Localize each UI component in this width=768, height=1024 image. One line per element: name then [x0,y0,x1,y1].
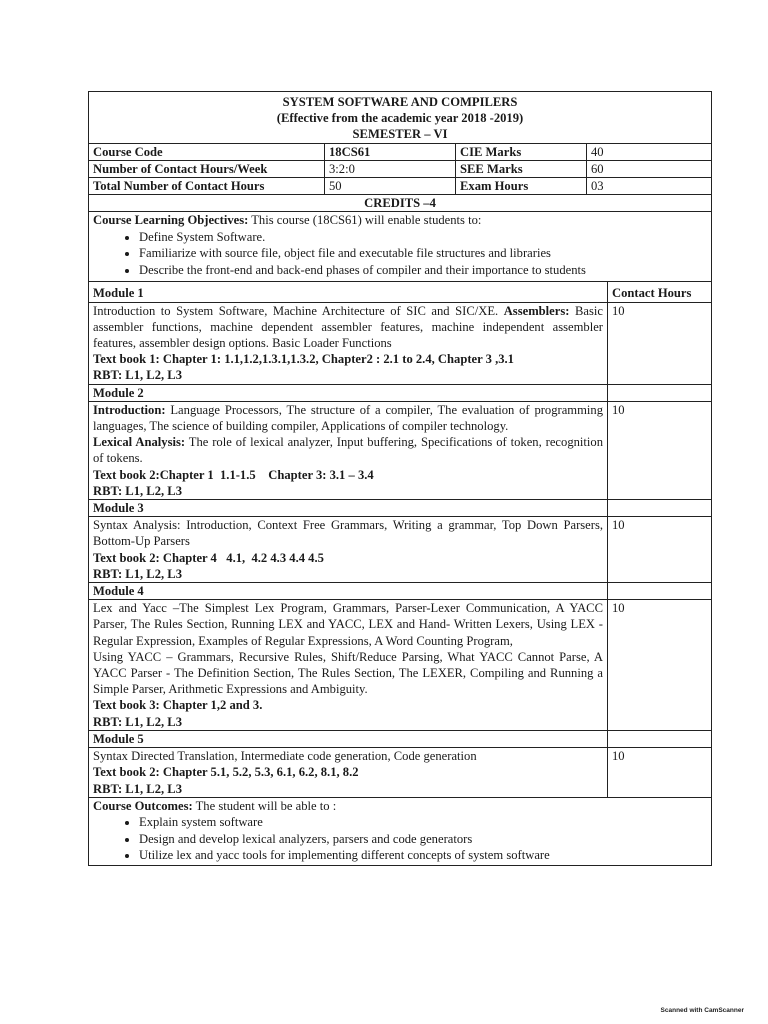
module-1-text-b: Basic assembler functions, machine dependent assembler features, machine independent assembler features, assembler design options. Basic Loader Functions [93,303,603,351]
cie-value: 40 [587,143,712,160]
outcomes-list [93,814,707,864]
syllabus-table [88,91,712,866]
see-label: SEE Marks [456,160,587,177]
module-5-description: Syntax Directed Translation, Intermediate code generation, Code generation [93,749,477,764]
cie-label: CIE Marks [456,143,587,160]
module-2-bold-a: Introduction: [93,402,166,417]
course-code-value: 18CS61 [325,143,456,160]
module-1-text-a: Introduction to System Software, Machine Architecture of SIC and SIC/XE. [93,303,504,318]
module-2-text-b: The role of lexical analyzer, Input buffering, Specifications of token, recognition of tokens. [93,435,603,466]
module-1-hours: 10 [608,302,712,384]
module-1-header-row [89,282,712,302]
semester: SEMESTER – VI [352,127,448,142]
outcomes-label: Course Outcomes: [93,798,193,813]
contact-week-label: Number of Contact Hours/Week [89,160,325,177]
module-3-row [89,517,712,583]
module-5-rbt: RBT: L1, L2, L3 [93,781,182,796]
total-hours-label: Total Number of Contact Hours [89,178,325,195]
module-2-header-row [89,384,712,401]
module-5-row [89,748,712,798]
module-2-title: Module 2 [89,384,608,401]
module-3-rbt: RBT: L1, L2, L3 [93,566,182,581]
module-2-lexical [93,434,603,466]
module-5-title: Module 5 [89,730,608,747]
module-1-bold-a: Assemblers: [503,303,570,318]
module-5-textbook: Text book 2: Chapter 5.1, 5.2, 5.3, 6.1, 6.2, 8.1, 8.2 [93,765,359,780]
module-2-row [89,401,712,499]
contact-week-value: 3:2:0 [325,160,456,177]
syllabus-sheet [88,91,711,866]
objectives-list [93,229,707,279]
credits-row [89,195,712,212]
module-3-title: Module 3 [89,500,608,517]
module-1-description [93,303,603,352]
list-item: • Design and develop lexical analyzers, parsers and code generators [139,831,707,848]
objectives-heading [93,212,707,228]
module-1-textbook: Text book 1: Chapter 1: 1.1,1.2,1.3.1,1.3.2, Chapter2 : 2.1 to 2.4, Chapter 3 ,3.1 [93,352,514,367]
scanner-watermark: Scanned with CamScanner [660,1007,744,1014]
total-hours-row [89,178,712,195]
module-2-hours-blank [608,384,712,401]
module-2-bold-b: Lexical Analysis: [93,435,186,450]
module-1-rbt: RBT: L1, L2, L3 [93,368,182,383]
total-hours-value: 50 [325,178,456,195]
list-item: • Explain system software [139,814,707,831]
module-1-title: Module 1 [89,282,608,302]
outcomes-heading [93,798,707,814]
module-4-header-row [89,583,712,600]
effective-year: (Effective from the academic year 2018 -2019) [276,111,524,126]
outcomes-intro: The student will be able to : [192,798,337,813]
module-2-textbook: Text book 2:Chapter 1 1.1-1.5 Chapter 3: 3.1 – 3.4 [93,467,374,482]
title-row [89,92,712,144]
module-2-intro [93,402,603,434]
exam-hours-label: Exam Hours [456,178,587,195]
module-4-hours-blank [608,583,712,600]
module-3-header-row [89,500,712,517]
module-2-rbt: RBT: L1, L2, L3 [93,483,182,498]
module-5-hours-blank [608,730,712,747]
module-5-header-row [89,730,712,747]
module-5-hours: 10 [608,748,712,798]
objectives-intro: This course (18CS61) will enable students to: [248,213,482,228]
module-4-hours: 10 [608,600,712,731]
course-code-row [89,143,712,160]
course-code-label: Course Code [89,143,325,160]
objectives-row [89,212,712,282]
module-2-hours: 10 [608,401,712,499]
module-4-description-lex: Lex and Yacc –The Simplest Lex Program, Grammars, Parser-Lexer Communication, A YACC Parser, The Rules Section, Running LEX and YACC, LEX and Hand- Written Lexers, Using LEX - Regular Expression, Examples of Regular Expressions, A Word Counting Program, [93,601,603,648]
exam-hours-value: 03 [587,178,712,195]
course-title: SYSTEM SOFTWARE AND COMPILERS [282,95,518,109]
module-4-description-yacc: Using YACC – Grammars, Recursive Rules, Shift/Reduce Parsing, What YACC Cannot Parse, A YACC Parser - The Definition Section, The Rules Section, The LEXER, Compiling and Running a Simple Parser, Arithmetic Expressions and Ambiguity. [93,649,603,697]
module-3-hours: 10 [608,517,712,583]
module-2-text-a: Language Processors, The structure of a compiler, The evaluation of programming languages, The science of building compiler, Applications of compiler technology. [93,402,603,434]
list-item: • Define System Software. [139,229,707,246]
module-4-title: Module 4 [89,583,608,600]
objectives-label: Course Learning Objectives: [93,213,249,228]
module-3-textbook: Text book 2: Chapter 4 4.1, 4.2 4.3 4.4 4.5 [93,550,324,565]
contact-week-row [89,160,712,177]
list-item: • Describe the front-end and back-end phases of compiler and their importance to students [139,262,707,279]
module-4-textbook: Text book 3: Chapter 1,2 and 3. [93,698,263,713]
module-3-description: Syntax Analysis: Introduction, Context Free Grammars, Writing a grammar, Top Down Parsers, Bottom-Up Parsers [93,518,603,549]
contact-hours-header: Contact Hours [608,282,712,302]
module-4-rbt: RBT: L1, L2, L3 [93,714,182,729]
module-3-hours-blank [608,500,712,517]
outcomes-row [89,797,712,865]
credits: CREDITS –4 [89,195,712,212]
see-value: 60 [587,160,712,177]
list-item: • Familiarize with source file, object file and executable file structures and libraries [139,245,707,262]
module-4-row [89,600,712,731]
module-1-row [89,302,712,384]
list-item: • Utilize lex and yacc tools for implementing different concepts of system software [139,847,707,864]
